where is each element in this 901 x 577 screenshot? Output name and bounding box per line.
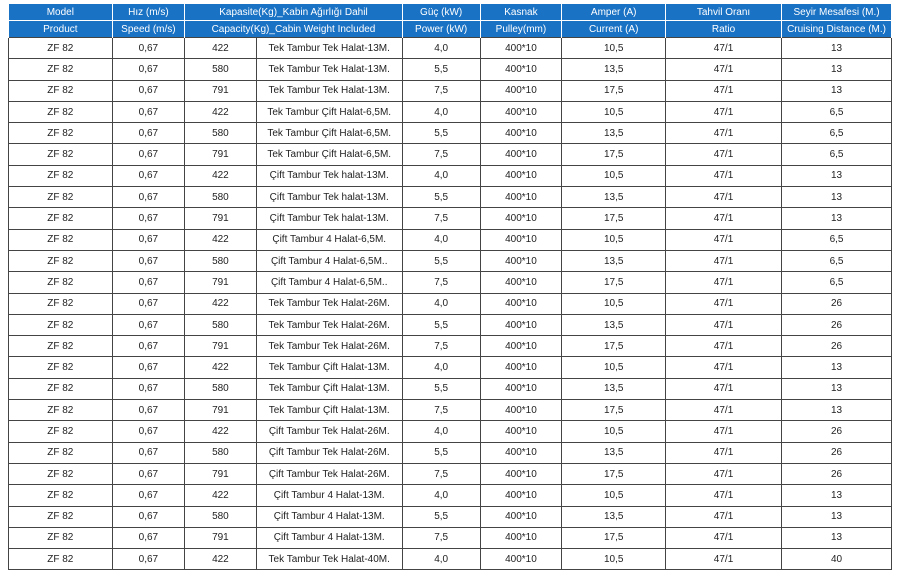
cell-description: Tek Tambur Çift Halat-6,5M.: [256, 123, 402, 144]
cell-ratio: 47/1: [666, 485, 782, 506]
cell-capacity: 580: [185, 378, 257, 399]
cell-model: ZF 82: [9, 421, 113, 442]
cell-model: ZF 82: [9, 400, 113, 421]
header-row-en: [9, 21, 892, 38]
table-row: [9, 336, 892, 357]
cell-description: Tek Tambur Tek Halat-26M.: [256, 336, 402, 357]
cell-ratio: 47/1: [666, 378, 782, 399]
cell-ratio: 47/1: [666, 229, 782, 250]
cell-description: Çift Tambur Tek Halat-26M.: [256, 421, 402, 442]
cell-capacity: 791: [185, 272, 257, 293]
cell-power: 7,5: [402, 463, 480, 484]
cell-ratio: 47/1: [666, 506, 782, 527]
table-row: [9, 272, 892, 293]
cell-pulley: 400*10: [480, 527, 562, 548]
cell-distance: 6,5: [782, 229, 892, 250]
col-speed-tr: Hız (m/s): [112, 4, 185, 21]
specs-table: [8, 4, 892, 570]
cell-model: ZF 82: [9, 59, 113, 80]
cell-pulley: 400*10: [480, 549, 562, 570]
cell-amper: 10,5: [562, 485, 666, 506]
table-row: [9, 123, 892, 144]
cell-pulley: 400*10: [480, 485, 562, 506]
cell-speed: 0,67: [112, 336, 185, 357]
cell-model: ZF 82: [9, 229, 113, 250]
cell-description: Tek Tambur Tek Halat-13M.: [256, 38, 402, 59]
cell-model: ZF 82: [9, 80, 113, 101]
cell-capacity: 791: [185, 400, 257, 421]
cell-description: Çift Tambur Tek Halat-26M.: [256, 463, 402, 484]
cell-amper: 17,5: [562, 80, 666, 101]
col-distance-tr: Seyir Mesafesi (M.): [782, 4, 892, 21]
cell-power: 7,5: [402, 272, 480, 293]
cell-pulley: 400*10: [480, 38, 562, 59]
cell-capacity: 580: [185, 59, 257, 80]
table-row: [9, 378, 892, 399]
cell-model: ZF 82: [9, 463, 113, 484]
cell-ratio: 47/1: [666, 123, 782, 144]
table-row: [9, 229, 892, 250]
cell-distance: 6,5: [782, 250, 892, 271]
cell-distance: 13: [782, 165, 892, 186]
cell-description: Çift Tambur Tek halat-13M.: [256, 208, 402, 229]
cell-description: Tek Tambur Tek Halat-26M.: [256, 293, 402, 314]
cell-distance: 13: [782, 187, 892, 208]
table-row: [9, 187, 892, 208]
cell-capacity: 580: [185, 314, 257, 335]
cell-description: Çift Tambur 4 Halat-13M.: [256, 527, 402, 548]
cell-speed: 0,67: [112, 123, 185, 144]
cell-description: Çift Tambur Tek halat-13M.: [256, 165, 402, 186]
cell-speed: 0,67: [112, 80, 185, 101]
cell-ratio: 47/1: [666, 357, 782, 378]
cell-pulley: 400*10: [480, 506, 562, 527]
cell-speed: 0,67: [112, 250, 185, 271]
cell-model: ZF 82: [9, 165, 113, 186]
cell-ratio: 47/1: [666, 80, 782, 101]
cell-distance: 13: [782, 38, 892, 59]
cell-pulley: 400*10: [480, 187, 562, 208]
cell-capacity: 422: [185, 38, 257, 59]
cell-ratio: 47/1: [666, 442, 782, 463]
cell-pulley: 400*10: [480, 80, 562, 101]
cell-pulley: 400*10: [480, 123, 562, 144]
cell-speed: 0,67: [112, 144, 185, 165]
table-row: [9, 38, 892, 59]
col-ratio-tr: Tahvil Oranı: [666, 4, 782, 21]
cell-pulley: 400*10: [480, 208, 562, 229]
cell-speed: 0,67: [112, 400, 185, 421]
cell-speed: 0,67: [112, 485, 185, 506]
cell-model: ZF 82: [9, 101, 113, 122]
table-row: [9, 101, 892, 122]
cell-amper: 13,5: [562, 442, 666, 463]
cell-model: ZF 82: [9, 272, 113, 293]
cell-distance: 13: [782, 80, 892, 101]
cell-ratio: 47/1: [666, 400, 782, 421]
cell-pulley: 400*10: [480, 421, 562, 442]
cell-capacity: 791: [185, 208, 257, 229]
cell-amper: 17,5: [562, 272, 666, 293]
table-row: [9, 421, 892, 442]
table-row: [9, 400, 892, 421]
cell-power: 7,5: [402, 336, 480, 357]
cell-distance: 6,5: [782, 144, 892, 165]
cell-speed: 0,67: [112, 165, 185, 186]
cell-capacity: 422: [185, 293, 257, 314]
cell-pulley: 400*10: [480, 336, 562, 357]
cell-power: 4,0: [402, 165, 480, 186]
cell-ratio: 47/1: [666, 144, 782, 165]
cell-pulley: 400*10: [480, 293, 562, 314]
cell-ratio: 47/1: [666, 527, 782, 548]
cell-pulley: 400*10: [480, 378, 562, 399]
col-ratio-en: Ratio: [666, 21, 782, 38]
cell-description: Çift Tambur 4 Halat-6,5M.: [256, 229, 402, 250]
cell-capacity: 422: [185, 165, 257, 186]
cell-description: Tek Tambur Çift Halat-6,5M.: [256, 144, 402, 165]
cell-amper: 13,5: [562, 250, 666, 271]
table-row: [9, 485, 892, 506]
cell-description: Tek Tambur Tek Halat-26M.: [256, 314, 402, 335]
cell-amper: 10,5: [562, 101, 666, 122]
cell-amper: 10,5: [562, 165, 666, 186]
cell-speed: 0,67: [112, 314, 185, 335]
cell-power: 4,0: [402, 549, 480, 570]
cell-capacity: 422: [185, 549, 257, 570]
cell-model: ZF 82: [9, 250, 113, 271]
cell-ratio: 47/1: [666, 293, 782, 314]
cell-capacity: 422: [185, 421, 257, 442]
cell-speed: 0,67: [112, 38, 185, 59]
cell-distance: 26: [782, 421, 892, 442]
cell-amper: 10,5: [562, 549, 666, 570]
table-row: [9, 314, 892, 335]
col-power-en: Power (kW): [402, 21, 480, 38]
cell-distance: 26: [782, 442, 892, 463]
cell-power: 4,0: [402, 485, 480, 506]
cell-power: 7,5: [402, 208, 480, 229]
table-row: [9, 463, 892, 484]
cell-pulley: 400*10: [480, 400, 562, 421]
cell-power: 7,5: [402, 527, 480, 548]
cell-model: ZF 82: [9, 208, 113, 229]
cell-power: 7,5: [402, 400, 480, 421]
cell-distance: 26: [782, 463, 892, 484]
cell-capacity: 580: [185, 250, 257, 271]
cell-ratio: 47/1: [666, 336, 782, 357]
cell-description: Çift Tambur Tek Halat-26M.: [256, 442, 402, 463]
cell-amper: 13,5: [562, 378, 666, 399]
cell-description: Tek Tambur Tek Halat-13M.: [256, 80, 402, 101]
cell-amper: 10,5: [562, 293, 666, 314]
cell-model: ZF 82: [9, 336, 113, 357]
col-amper-en: Current (A): [562, 21, 666, 38]
table-row: [9, 165, 892, 186]
col-pulley-en: Pulley(mm): [480, 21, 562, 38]
cell-distance: 13: [782, 527, 892, 548]
cell-ratio: 47/1: [666, 549, 782, 570]
table-row: [9, 293, 892, 314]
cell-amper: 10,5: [562, 229, 666, 250]
cell-ratio: 47/1: [666, 272, 782, 293]
table-body: [9, 38, 892, 570]
cell-ratio: 47/1: [666, 165, 782, 186]
table-row: [9, 144, 892, 165]
cell-amper: 13,5: [562, 59, 666, 80]
cell-distance: 13: [782, 208, 892, 229]
cell-amper: 17,5: [562, 208, 666, 229]
cell-description: Tek Tambur Tek Halat-40M.: [256, 549, 402, 570]
cell-capacity: 791: [185, 144, 257, 165]
cell-capacity: 791: [185, 463, 257, 484]
cell-pulley: 400*10: [480, 463, 562, 484]
col-pulley-tr: Kasnak: [480, 4, 562, 21]
cell-pulley: 400*10: [480, 314, 562, 335]
cell-pulley: 400*10: [480, 144, 562, 165]
cell-model: ZF 82: [9, 378, 113, 399]
cell-description: Çift Tambur Tek halat-13M.: [256, 187, 402, 208]
col-amper-tr: Amper (A): [562, 4, 666, 21]
cell-amper: 10,5: [562, 357, 666, 378]
cell-power: 5,5: [402, 378, 480, 399]
col-model-tr: Model: [9, 4, 113, 21]
cell-distance: 13: [782, 59, 892, 80]
cell-distance: 13: [782, 357, 892, 378]
cell-distance: 40: [782, 549, 892, 570]
cell-ratio: 47/1: [666, 208, 782, 229]
cell-speed: 0,67: [112, 506, 185, 527]
cell-ratio: 47/1: [666, 38, 782, 59]
cell-speed: 0,67: [112, 378, 185, 399]
cell-description: Tek Tambur Çift Halat-13M.: [256, 400, 402, 421]
cell-ratio: 47/1: [666, 187, 782, 208]
cell-distance: 26: [782, 293, 892, 314]
cell-description: Çift Tambur 4 Halat-13M.: [256, 485, 402, 506]
cell-description: Çift Tambur 4 Halat-6,5M..: [256, 272, 402, 293]
col-speed-en: Speed (m/s): [112, 21, 185, 38]
cell-description: Çift Tambur 4 Halat-6,5M..: [256, 250, 402, 271]
cell-power: 5,5: [402, 442, 480, 463]
cell-amper: 13,5: [562, 123, 666, 144]
cell-amper: 13,5: [562, 506, 666, 527]
cell-power: 7,5: [402, 144, 480, 165]
cell-amper: 17,5: [562, 144, 666, 165]
cell-model: ZF 82: [9, 38, 113, 59]
cell-speed: 0,67: [112, 549, 185, 570]
cell-description: Tek Tambur Çift Halat-13M.: [256, 357, 402, 378]
cell-speed: 0,67: [112, 187, 185, 208]
cell-description: Tek Tambur Çift Halat-6,5M.: [256, 101, 402, 122]
table-row: [9, 506, 892, 527]
cell-amper: 10,5: [562, 38, 666, 59]
cell-pulley: 400*10: [480, 59, 562, 80]
cell-amper: 17,5: [562, 527, 666, 548]
cell-ratio: 47/1: [666, 314, 782, 335]
cell-model: ZF 82: [9, 144, 113, 165]
cell-model: ZF 82: [9, 123, 113, 144]
cell-power: 5,5: [402, 250, 480, 271]
cell-distance: 13: [782, 378, 892, 399]
cell-distance: 13: [782, 400, 892, 421]
cell-power: 5,5: [402, 314, 480, 335]
cell-distance: 6,5: [782, 272, 892, 293]
cell-capacity: 422: [185, 229, 257, 250]
cell-capacity: 580: [185, 442, 257, 463]
cell-distance: 6,5: [782, 101, 892, 122]
cell-ratio: 47/1: [666, 421, 782, 442]
cell-capacity: 580: [185, 187, 257, 208]
cell-speed: 0,67: [112, 293, 185, 314]
cell-ratio: 47/1: [666, 101, 782, 122]
cell-capacity: 422: [185, 357, 257, 378]
cell-speed: 0,67: [112, 442, 185, 463]
cell-speed: 0,67: [112, 208, 185, 229]
table-row: [9, 59, 892, 80]
table-row: [9, 527, 892, 548]
cell-description: Çift Tambur 4 Halat-13M.: [256, 506, 402, 527]
cell-distance: 26: [782, 314, 892, 335]
cell-amper: 17,5: [562, 336, 666, 357]
cell-power: 4,0: [402, 357, 480, 378]
cell-distance: 6,5: [782, 123, 892, 144]
col-distance-en: Cruising Distance (M.): [782, 21, 892, 38]
cell-description: Tek Tambur Tek Halat-13M.: [256, 59, 402, 80]
cell-ratio: 47/1: [666, 250, 782, 271]
table-row: [9, 357, 892, 378]
cell-model: ZF 82: [9, 527, 113, 548]
cell-speed: 0,67: [112, 101, 185, 122]
cell-model: ZF 82: [9, 506, 113, 527]
cell-speed: 0,67: [112, 229, 185, 250]
cell-distance: 13: [782, 506, 892, 527]
cell-ratio: 47/1: [666, 463, 782, 484]
cell-speed: 0,67: [112, 421, 185, 442]
cell-capacity: 422: [185, 101, 257, 122]
col-power-tr: Güç (kW): [402, 4, 480, 21]
cell-speed: 0,67: [112, 463, 185, 484]
cell-pulley: 400*10: [480, 229, 562, 250]
table-row: [9, 250, 892, 271]
table-row: [9, 442, 892, 463]
cell-power: 4,0: [402, 421, 480, 442]
cell-capacity: 791: [185, 527, 257, 548]
cell-amper: 17,5: [562, 463, 666, 484]
table-row: [9, 549, 892, 570]
cell-ratio: 47/1: [666, 59, 782, 80]
cell-power: 5,5: [402, 506, 480, 527]
cell-model: ZF 82: [9, 187, 113, 208]
cell-model: ZF 82: [9, 549, 113, 570]
cell-model: ZF 82: [9, 485, 113, 506]
cell-model: ZF 82: [9, 293, 113, 314]
cell-distance: 13: [782, 485, 892, 506]
cell-model: ZF 82: [9, 442, 113, 463]
cell-speed: 0,67: [112, 272, 185, 293]
cell-pulley: 400*10: [480, 101, 562, 122]
cell-model: ZF 82: [9, 314, 113, 335]
cell-model: ZF 82: [9, 357, 113, 378]
cell-capacity: 422: [185, 485, 257, 506]
cell-power: 4,0: [402, 293, 480, 314]
col-model-en: Product: [9, 21, 113, 38]
col-capacity-tr: Kapasite(Kg)_Kabin Ağırlığı Dahil: [185, 4, 403, 21]
cell-capacity: 580: [185, 123, 257, 144]
cell-pulley: 400*10: [480, 442, 562, 463]
cell-amper: 10,5: [562, 421, 666, 442]
cell-pulley: 400*10: [480, 357, 562, 378]
cell-power: 7,5: [402, 80, 480, 101]
cell-speed: 0,67: [112, 59, 185, 80]
cell-pulley: 400*10: [480, 250, 562, 271]
header-row-tr: [9, 4, 892, 21]
cell-amper: 13,5: [562, 314, 666, 335]
table-row: [9, 208, 892, 229]
cell-power: 5,5: [402, 123, 480, 144]
cell-power: 5,5: [402, 59, 480, 80]
cell-capacity: 580: [185, 506, 257, 527]
cell-pulley: 400*10: [480, 272, 562, 293]
table-row: [9, 80, 892, 101]
cell-power: 5,5: [402, 187, 480, 208]
cell-amper: 17,5: [562, 400, 666, 421]
cell-distance: 26: [782, 336, 892, 357]
cell-power: 4,0: [402, 101, 480, 122]
cell-power: 4,0: [402, 38, 480, 59]
cell-speed: 0,67: [112, 357, 185, 378]
cell-description: Tek Tambur Çift Halat-13M.: [256, 378, 402, 399]
cell-capacity: 791: [185, 336, 257, 357]
cell-capacity: 791: [185, 80, 257, 101]
cell-pulley: 400*10: [480, 165, 562, 186]
col-capacity-en: Capacity(Kg)_Cabin Weight Included: [185, 21, 403, 38]
cell-amper: 13,5: [562, 187, 666, 208]
cell-speed: 0,67: [112, 527, 185, 548]
cell-power: 4,0: [402, 229, 480, 250]
